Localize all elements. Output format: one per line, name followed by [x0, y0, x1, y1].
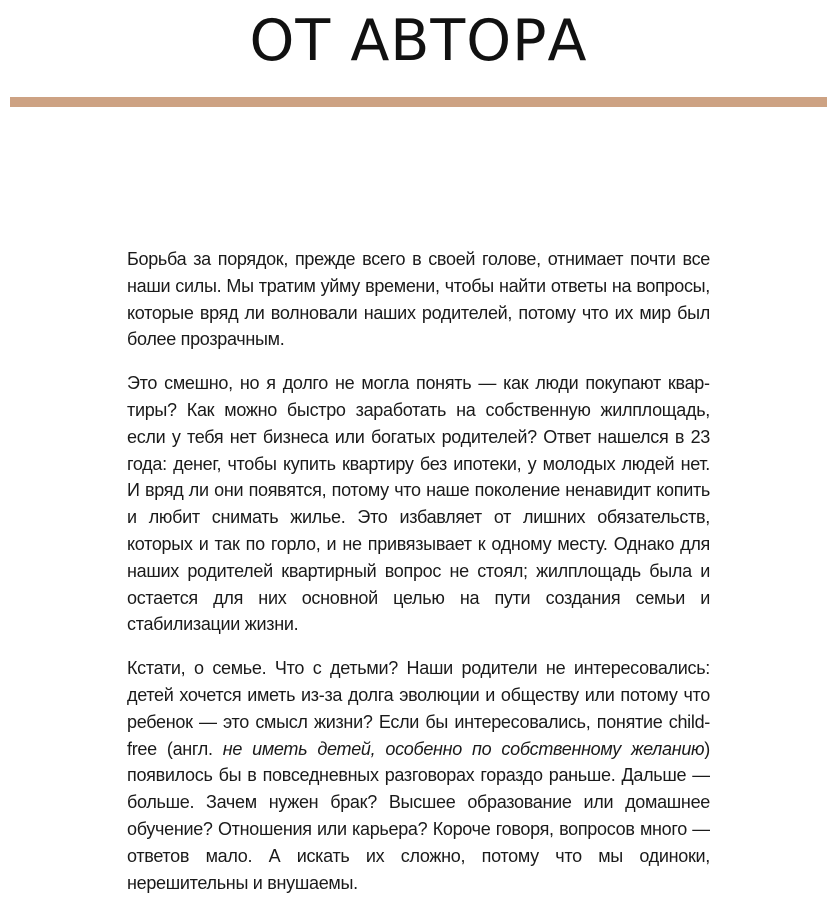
body-text: [127, 246, 710, 904]
title-divider: [10, 97, 827, 107]
paragraph-3-text-start: Кстати, о семье. Что с детьми? Наши родители не интересовались: детей хочется иметь из-за долга эволюции и обществу или потому что ребенок — это смысл жизни? Если бы интересовались, понятие child-free (англ.: [127, 658, 710, 759]
title-divider-bar: [10, 97, 827, 107]
paragraph-1: Борьба за порядок, прежде всего в своей голове, отнимает почти все наши силы. Мы тратим уйму времени, чтобы найти ответы на вопросы, которые вряд ли волновали наших родителей, потому что их мир был более прозрачным.: [127, 249, 710, 350]
paragraph-3: [127, 655, 710, 896]
paragraph-3-italic-gloss: не иметь детей, особенно по собственному желанию: [222, 738, 705, 759]
paragraph-2: Это смешно, но я долго не могла понять — как люди покупают квартиры? Как можно быстро заработать на собственную жилплощадь, если у тебя нет бизнеса или богатых родителей? Ответ нашелся в 23 года: денег, чтобы купить квартиру без ипотеки, у молодых людей нет. И вряд ли они появятся, потому что наше поколение ненавидит копить и любит снимать жилье. Это избавляет от лишних обязательств, которых и так по горло, и не привязывает к одному месту. Однако для наших родителей квартирный вопрос не стоял; жилплощадь была и остается для них основной целью на пути создания семьи и стабилизации жизни.: [127, 373, 710, 635]
paragraph-3-text-end: ) появилось бы в повседневных разговорах гораздо раньше. Дальше — больше. Зачем нужен брак? Высшее образование или домашнее обучение? Отношения или карьера? Короче говоря, вопросов много — ответов мало. А искать их сложно, потому что мы одиноки, нерешительны и внушаемы.: [127, 738, 710, 893]
page-title: ОТ АВТОРА: [249, 8, 588, 74]
